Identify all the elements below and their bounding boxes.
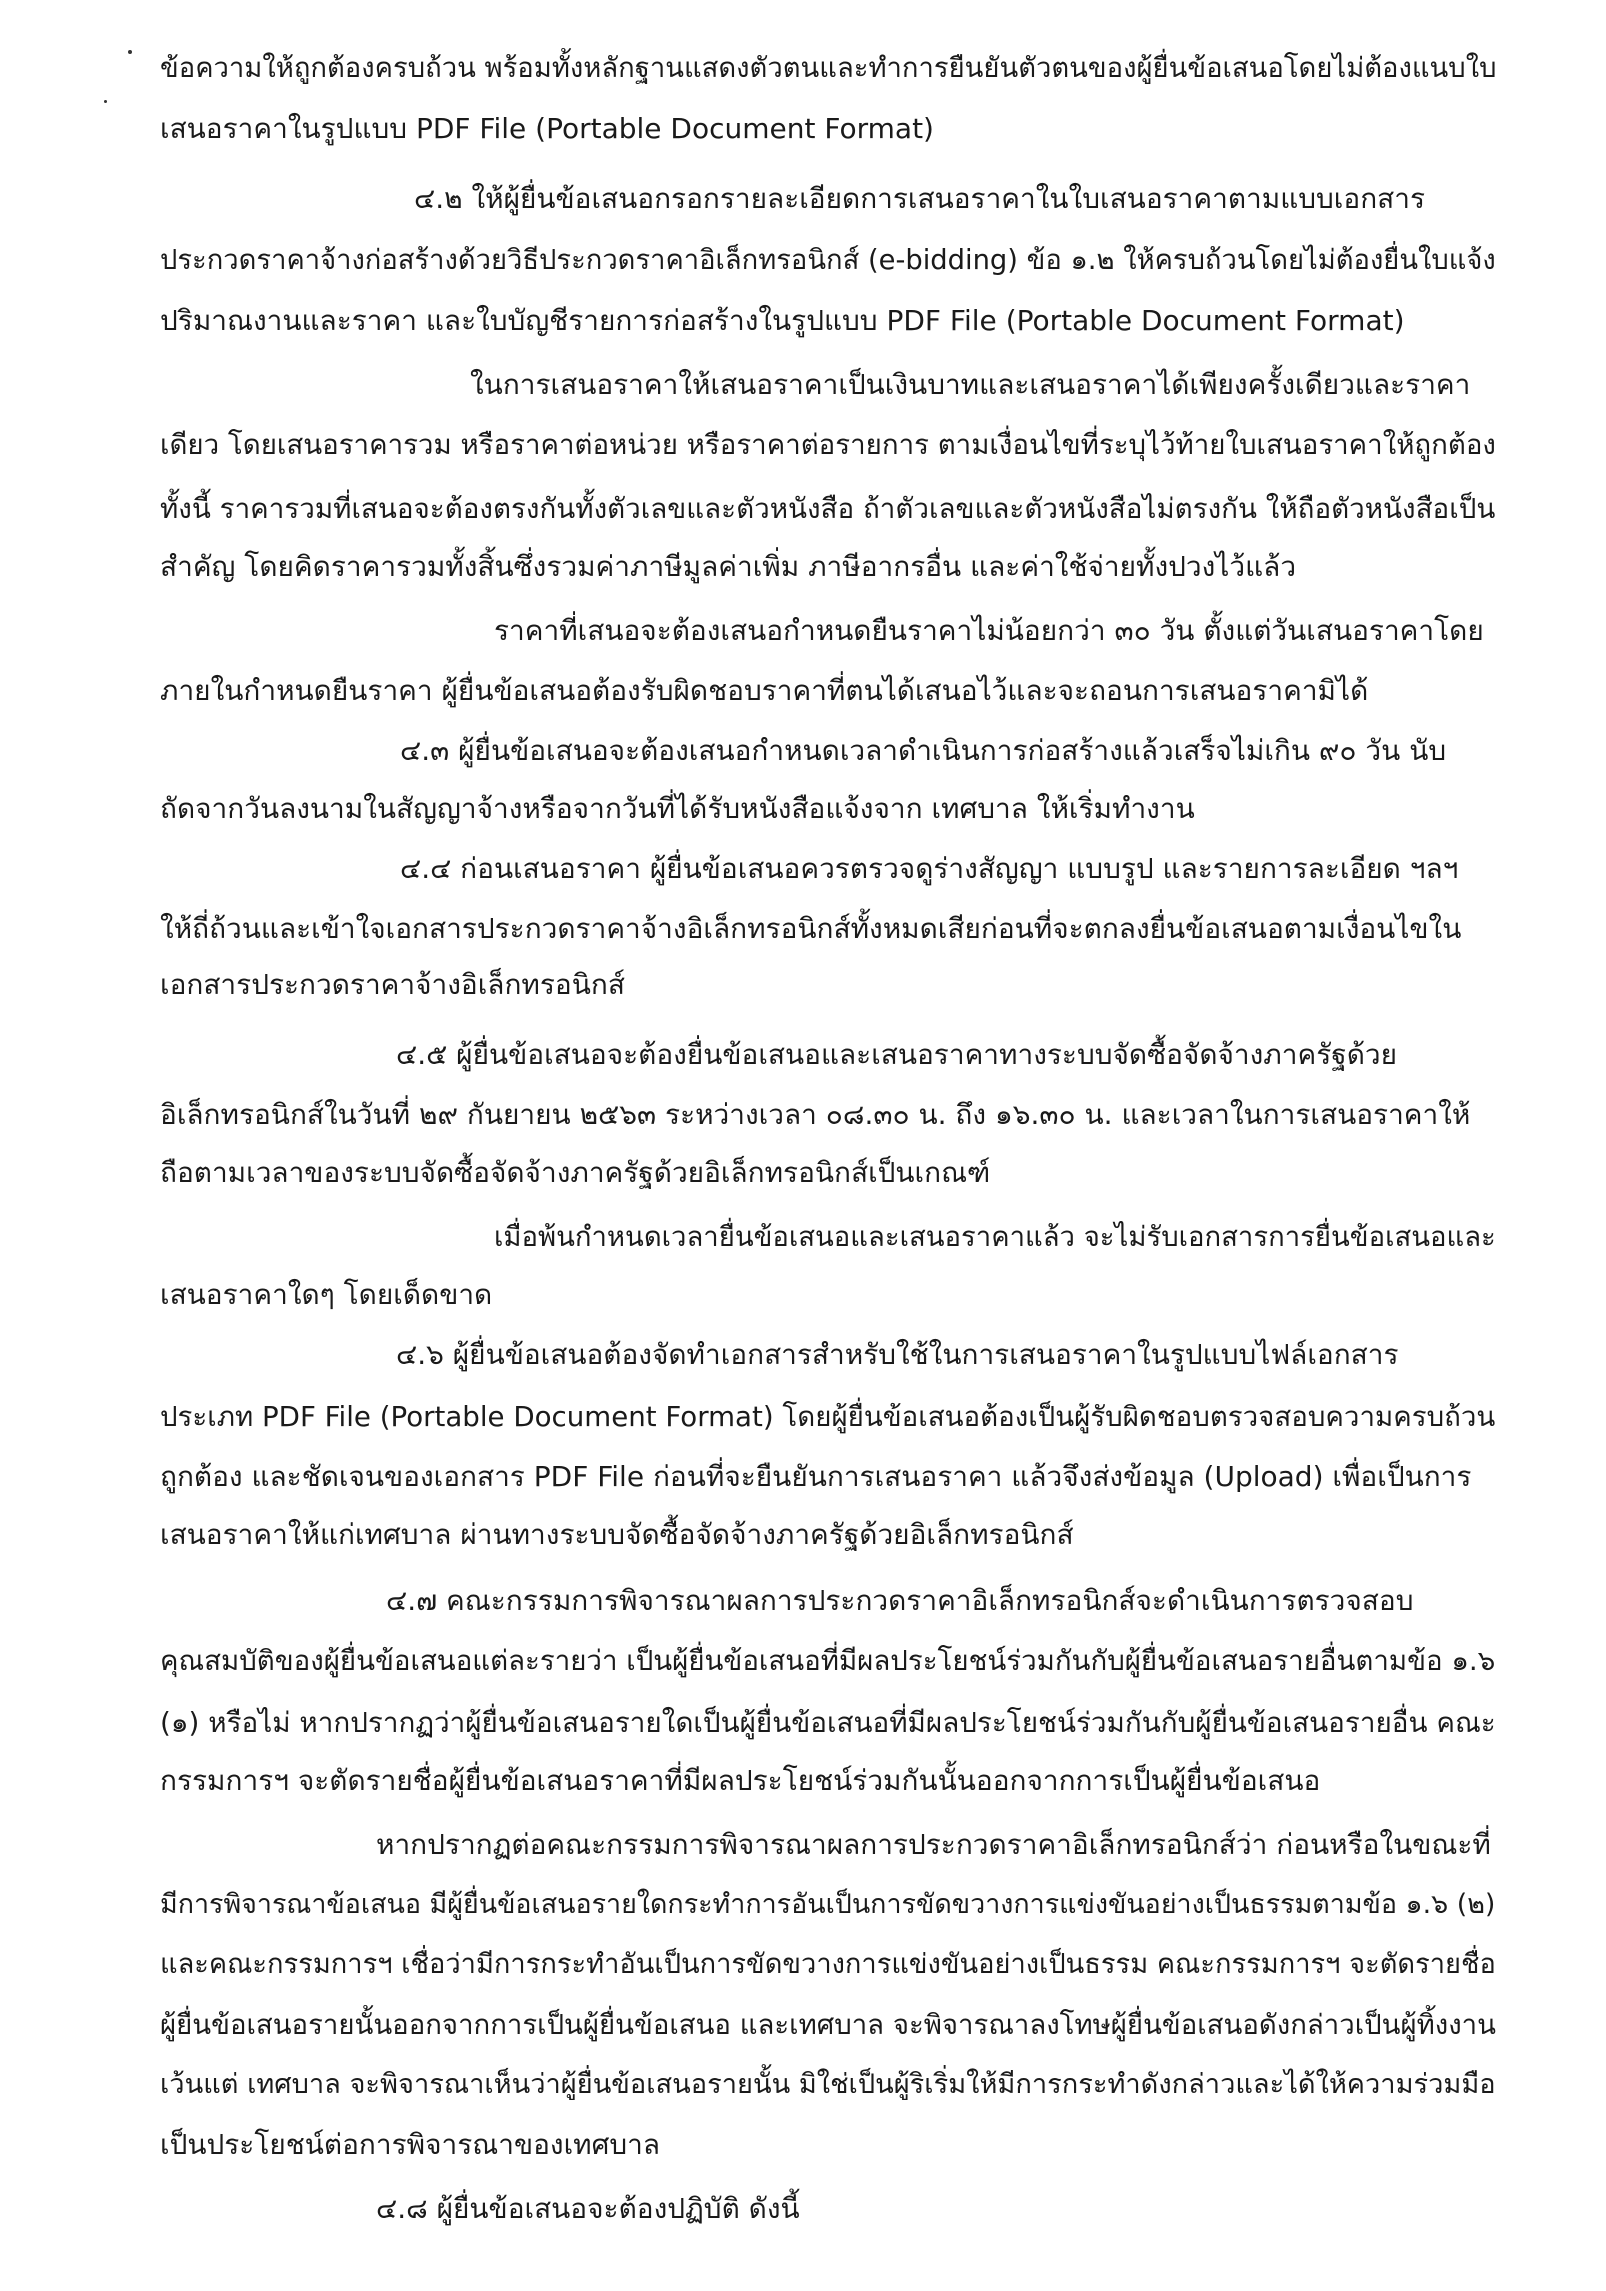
text-line: ราคาที่เสนอจะต้องเสนอกำหนดยืนราคาไม่น้อยกว่า ๓๐ วัน ตั้งแต่วันเสนอราคาโดย	[494, 614, 1484, 647]
clause-4-6-heading: ๔.๖ ผู้ยื่นข้อเสนอต้องจัดทำเอกสารสำหรับใช้ในการเสนอราคาในรูปแบบไฟล์เอกสาร	[396, 1338, 1399, 1371]
text-line: หากปรากฏต่อคณะกรรมการพิจารณาผลการประกวดราคาอิเล็กทรอนิกส์ว่า ก่อนหรือในขณะที่	[376, 1828, 1491, 1861]
text-line: ถูกต้อง และชัดเจนของเอกสาร PDF File ก่อนที่จะยืนยันการเสนอราคา แล้วจึงส่งข้อมูล (Upload) เพื่อเป็นการ	[160, 1460, 1472, 1493]
text-line: มีการพิจารณาข้อเสนอ มีผู้ยื่นข้อเสนอรายใดกระทำการอันเป็นการขัดขวางการแข่งขันอย่างเป็นธรรมตามข้อ ๑.๖ (๒)	[160, 1889, 1496, 1920]
clause-4-8-heading: ๔.๘ ผู้ยื่นข้อเสนอจะต้องปฏิบัติ ดังนี้	[376, 2192, 800, 2225]
text-line: เดียว โดยเสนอราคารวม หรือราคาต่อหน่วย หรือราคาต่อรายการ ตามเงื่อนไขที่ระบุไว้ท้ายใบเสนอราคาให้ถูกต้อง	[160, 428, 1496, 461]
text-line: ทั้งนี้ ราคารวมที่เสนอจะต้องตรงกันทั้งตัวเลขและตัวหนังสือ ถ้าตัวเลขและตัวหนังสือไม่ตรงกัน ให้ถือตัวหนังสือเป็น	[160, 492, 1496, 525]
text-line: เมื่อพ้นกำหนดเวลายื่นข้อเสนอและเสนอราคาแล้ว จะไม่รับเอกสารการยื่นข้อเสนอและ	[494, 1221, 1496, 1253]
text-line: เว้นแต่ เทศบาล จะพิจารณาเห็นว่าผู้ยื่นข้อเสนอรายนั้น มิใช่เป็นผู้ริเริ่มให้มีการกระทำดังกล่าวและได้ให้ความร่วมมือ	[160, 2069, 1496, 2100]
text-line: เอกสารประกวดราคาจ้างอิเล็กทรอนิกส์	[160, 968, 625, 1001]
text-line: กรรมการฯ จะตัดรายชื่อผู้ยื่นข้อเสนอราคาที่มีผลประโยชน์ร่วมกันนั้นออกจากการเป็นผู้ยื่นข้อเสนอ	[160, 1764, 1321, 1797]
text-line: ถัดจากวันลงนามในสัญญาจ้างหรือจากวันที่ได้รับหนังสือแจ้งจาก เทศบาล ให้เริ่มทำงาน	[160, 792, 1195, 825]
text-line: สำคัญ โดยคิดราคารวมทั้งสิ้นซึ่งรวมค่าภาษีมูลค่าเพิ่ม ภาษีอากรอื่น และค่าใช้จ่ายทั้งปวงไว้แล้ว	[160, 550, 1297, 583]
scan-speck	[104, 100, 107, 103]
text-line: ให้ถี่ถ้วนและเข้าใจเอกสารประกวดราคาจ้างอิเล็กทรอนิกส์ทั้งหมดเสียก่อนที่จะตกลงยื่นข้อเสนอตามเงื่อนไขใน	[160, 912, 1462, 945]
text-line: เป็นประโยชน์ต่อการพิจารณาของเทศบาล	[160, 2128, 661, 2161]
text-line: ถือตามเวลาของระบบจัดซื้อจัดจ้างภาครัฐด้วยอิเล็กทรอนิกส์เป็นเกณฑ์	[160, 1156, 991, 1189]
text-line: อิเล็กทรอนิกส์ในวันที่ ๒๙ กันยายน ๒๕๖๓ ระหว่างเวลา ๐๘.๓๐ น. ถึง ๑๖.๓๐ น. และเวลาในการเสนอราคาให้	[160, 1098, 1471, 1131]
text-line: เสนอราคาใดๆ โดยเด็ดขาด	[160, 1278, 493, 1311]
text-line: ข้อความให้ถูกต้องครบถ้วน พร้อมทั้งหลักฐานแสดงตัวตนและทำการยืนยันตัวตนของผู้ยื่นข้อเสนอโดยไม่ต้องแนบใบ	[160, 53, 1497, 84]
clause-4-4-heading: ๔.๔ ก่อนเสนอราคา ผู้ยื่นข้อเสนอควรตรวจดูร่างสัญญา แบบรูป และรายการละเอียด ฯลฯ	[400, 852, 1459, 885]
text-line: ประกวดราคาจ้างก่อสร้างด้วยวิธีประกวดราคาอิเล็กทรอนิกส์ (e-bidding) ข้อ ๑.๒ ให้ครบถ้วนโดยไม่ต้องยื่นใบแจ้ง	[160, 245, 1496, 276]
clause-4-7-heading: ๔.๗ คณะกรรมการพิจารณาผลการประกวดราคาอิเล็กทรอนิกส์จะดำเนินการตรวจสอบ	[386, 1584, 1414, 1617]
clause-4-3-heading: ๔.๓ ผู้ยื่นข้อเสนอจะต้องเสนอกำหนดเวลาดำเนินการก่อสร้างแล้วเสร็จไม่เกิน ๙๐ วัน นับ	[400, 734, 1447, 767]
text-line: เสนอราคาในรูปแบบ PDF File (Portable Document Format)	[160, 112, 934, 145]
text-line: ภายในกำหนดยืนราคา ผู้ยื่นข้อเสนอต้องรับผิดชอบราคาที่ตนได้เสนอไว้และจะถอนการเสนอราคามิได้	[160, 674, 1369, 707]
clause-4-2-heading: ๔.๒ ให้ผู้ยื่นข้อเสนอกรอกรายละเอียดการเสนอราคาในใบเสนอราคาตามแบบเอกสาร	[414, 182, 1425, 215]
clause-4-5-heading: ๔.๕ ผู้ยื่นข้อเสนอจะต้องยื่นข้อเสนอและเสนอราคาทางระบบจัดซื้อจัดจ้างภาครัฐด้วย	[396, 1038, 1398, 1071]
text-line: ในการเสนอราคาให้เสนอราคาเป็นเงินบาทและเสนอราคาได้เพียงครั้งเดียวและราคา	[470, 368, 1471, 401]
text-line: และคณะกรรมการฯ เชื่อว่ามีการกระทำอันเป็นการขัดขวางการแข่งขันอย่างเป็นธรรม คณะกรรมการฯ จะตัดรายชื่อ	[160, 1949, 1496, 1980]
text-line: คุณสมบัติของผู้ยื่นข้อเสนอแต่ละรายว่า เป็นผู้ยื่นข้อเสนอที่มีผลประโยชน์ร่วมกันกับผู้ยื่นข้อเสนอรายอื่นตามข้อ ๑.๖	[160, 1644, 1496, 1677]
scan-speck	[128, 50, 132, 54]
text-line: ประเภท PDF File (Portable Document Format) โดยผู้ยื่นข้อเสนอต้องเป็นผู้รับผิดชอบตรวจสอบความครบถ้วน	[160, 1400, 1496, 1433]
text-line: เสนอราคาให้แก่เทศบาล ผ่านทางระบบจัดซื้อจัดจ้างภาครัฐด้วยอิเล็กทรอนิกส์	[160, 1518, 1074, 1551]
text-line: (๑) หรือไม่ หากปรากฏว่าผู้ยื่นข้อเสนอรายใดเป็นผู้ยื่นข้อเสนอที่มีผลประโยชน์ร่วมกันกับผู้ยื่นข้อเสนอรายอื่น คณะ	[160, 1706, 1496, 1739]
text-line: ปริมาณงานและราคา และใบบัญชีรายการก่อสร้างในรูปแบบ PDF File (Portable Document Format)	[160, 304, 1405, 337]
text-line: ผู้ยื่นข้อเสนอรายนั้นออกจากการเป็นผู้ยื่นข้อเสนอ และเทศบาล จะพิจารณาลงโทษผู้ยื่นข้อเสนอดังกล่าวเป็นผู้ทิ้งงาน	[160, 2009, 1496, 2041]
